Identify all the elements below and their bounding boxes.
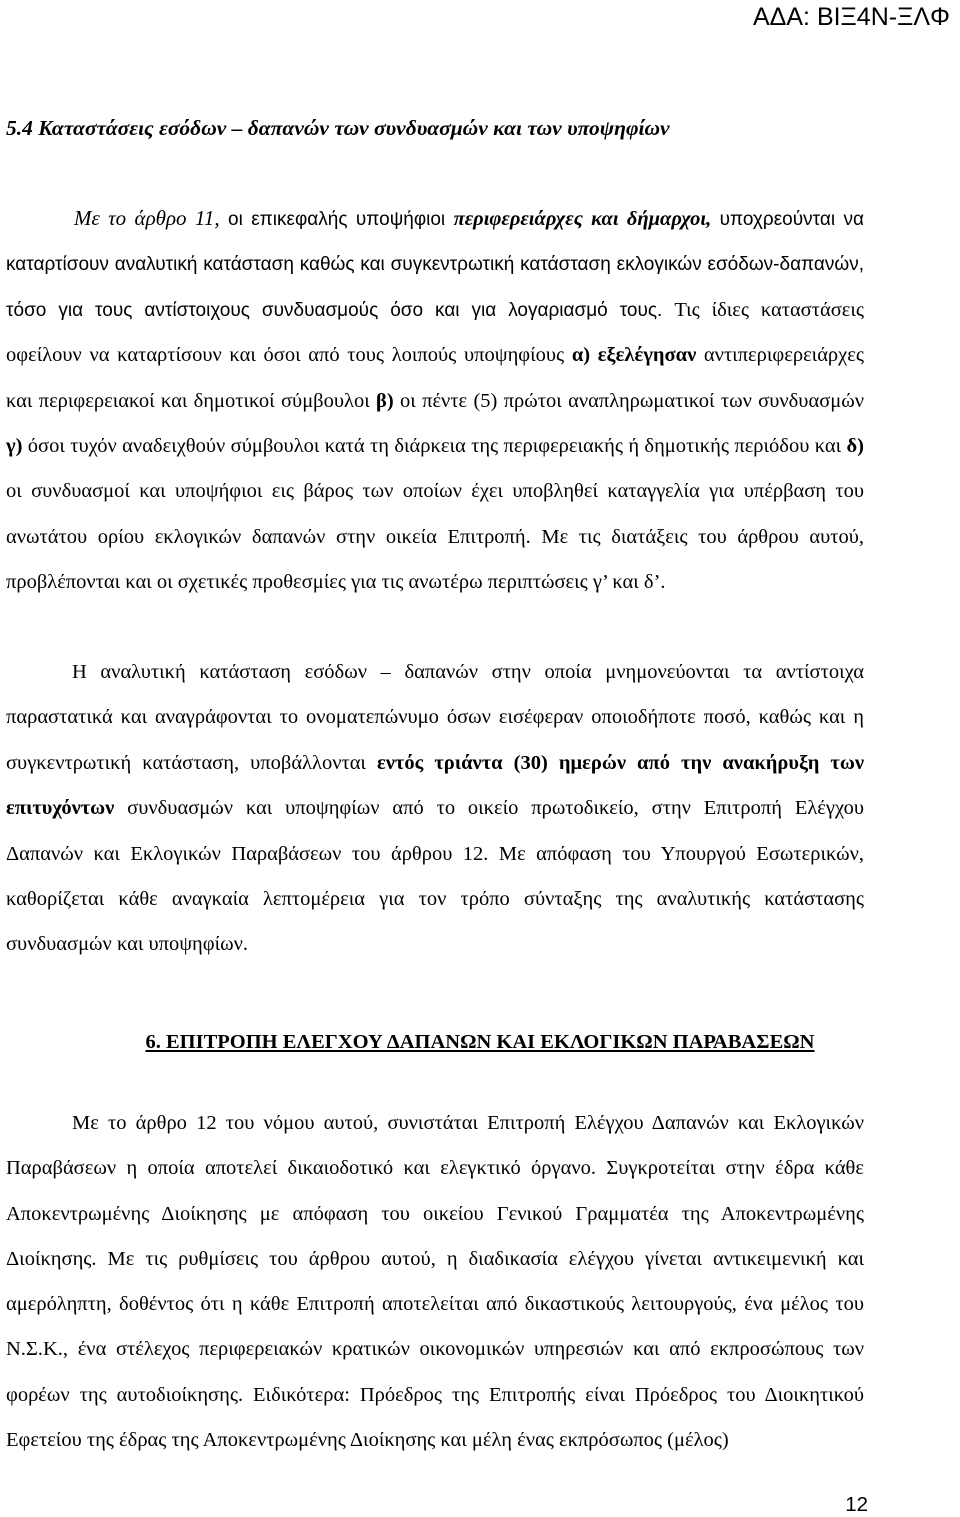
text-span: οι πέντε (5) πρώτοι αναπληρωματικοί των συνδυασμών	[393, 389, 864, 412]
text-span: συνδυασμών και υποψηφίων από το οικείο πρωτοδικείο, στην Επιτροπή Ελέγχου Δαπανών και Εκλογικών Παραβάσεων του άρθρου 12. Με απόφαση του Υπουργού Εσωτερικών, καθορίζεται κάθε αναγκαία λεπτομέρεια για τον τρόπο σύνταξης της αναλυτικής κατάστασης συνδυασμών και υποψηφίων.	[6, 797, 864, 956]
document-page	[6, 0, 864, 1517]
bold-span: εντός τριάντα (30) ημερών από την ανακήρυξη των επιτυχόντων	[6, 751, 864, 820]
text-span: υποχρεούνται να καταρτίσουν αναλυτική κατάσταση καθώς και συγκεντρωτική κατάσταση εκλογικών εσόδων-δαπανών, τόσο για τους αντίστοιχους συνδυασμούς όσο και για λογαριασμό τους.	[6, 209, 864, 321]
page-number: 12	[845, 1493, 868, 1516]
section-5-4-paragraph-2	[6, 650, 864, 968]
text-span: οι επικεφαλής υποψήφιοι	[219, 209, 454, 230]
text-span: Η αναλυτική κατάσταση εσόδων – δαπανών στην οποία μνημονεύονται τα αντίστοιχα παραστατικά και αναγράφονται το ονοματεπώνυμο όσων εισέφεραν οποιοδήποτε ποσό, καθώς και η συγκεντρωτική κατάσταση, υποβάλλονται	[6, 661, 864, 774]
section-5-4-paragraph-1	[6, 196, 864, 606]
section-5-4-title: 5.4 Καταστάσεις εσόδων – δαπανών των συνδυασμών και των υποψηφίων	[6, 116, 670, 140]
text-span: όσοι τυχόν αναδειχθούν σύμβουλοι κατά τη διάρκεια της περιφερειακής ή δημοτικής περιόδου και	[22, 435, 847, 458]
text-span: Τις ίδιες καταστάσεις οφείλουν να καταρτίσουν και όσοι από τους λοιπούς υποψηφίους	[6, 298, 865, 367]
text-span: οι συνδυασμοί και υποψήφιοι εις βάρος των οποίων έχει υποβληθεί καταγγελία για υπέρβαση του ανωτάτου ορίου εκλογικών δαπανών στην οικεία Επιτροπή. Με τις διατάξεις του άρθρου αυτού, προβλέπονται και οι σχετικές προθεσμίες για τις ανωτέρω περιπτώσεις γ’ και δ’.	[6, 480, 864, 594]
italic-span: Με το άρθρο 11,	[74, 206, 220, 230]
bold-italic-span: περιφερειάρχες και δήμαρχοι,	[453, 208, 712, 230]
bold-span: α) εξελέγησαν	[571, 344, 697, 367]
bold-span: δ)	[846, 435, 864, 458]
text-span: αντιπεριφερειάρχες και περιφερειακοί και δημοτικοί σύμβουλοι	[6, 344, 864, 412]
section-6-title: 6. ΕΠΙΤΡΟΠΗ ΕΛΕΓΧΟΥ ΔΑΠΑΝΩΝ ΚΑΙ ΕΚΛΟΓΙΚΩΝ ΠΑΡΑΒΑΣΕΩΝ	[145, 1031, 815, 1053]
bold-span: β)	[376, 389, 394, 412]
bold-span: γ)	[6, 435, 23, 458]
section-6-paragraph-1: Με το άρθρο 12 του νόμου αυτού, συνιστάται Επιτροπή Ελέγχου Δαπανών και Εκλογικών Παραβάσεων η οποία αποτελεί δικαιοδοτικό και ελεγκτικό όργανο. Συγκροτείται στην έδρα κάθε Αποκεντρωμένης Διοίκησης με απόφαση του οικείου Γενικού Γραμματέα της Αποκεντρωμένης Διοίκησης. Με τις ρυθμίσεις του άρθρου αυτού, η διαδικασία ελέγχου γίνεται αντικειμενική και αμερόληπτη, δοθέντος ότι η κάθε Επιτροπή αποτελείται από δικαστικούς λειτουργούς, ένα μέλος του Ν.Σ.Κ., ένα στέλεχος περιφερειακών κρατικών οικονομικών υπηρεσιών και από εκπροσώπους των φορέων της αυτοδιοίκησης. Ειδικότερα: Πρόεδρος της Επιτροπής είναι Πρόεδρος του Διοικητικού Εφετείου της έδρας της Αποκεντρωμένης Διοίκησης και μέλη ένας εκπρόσωπος (μέλος)	[6, 1112, 864, 1452]
document-code-header: ΑΔΑ: ΒΙΞ4Ν-ΞΛΦ	[753, 3, 950, 31]
